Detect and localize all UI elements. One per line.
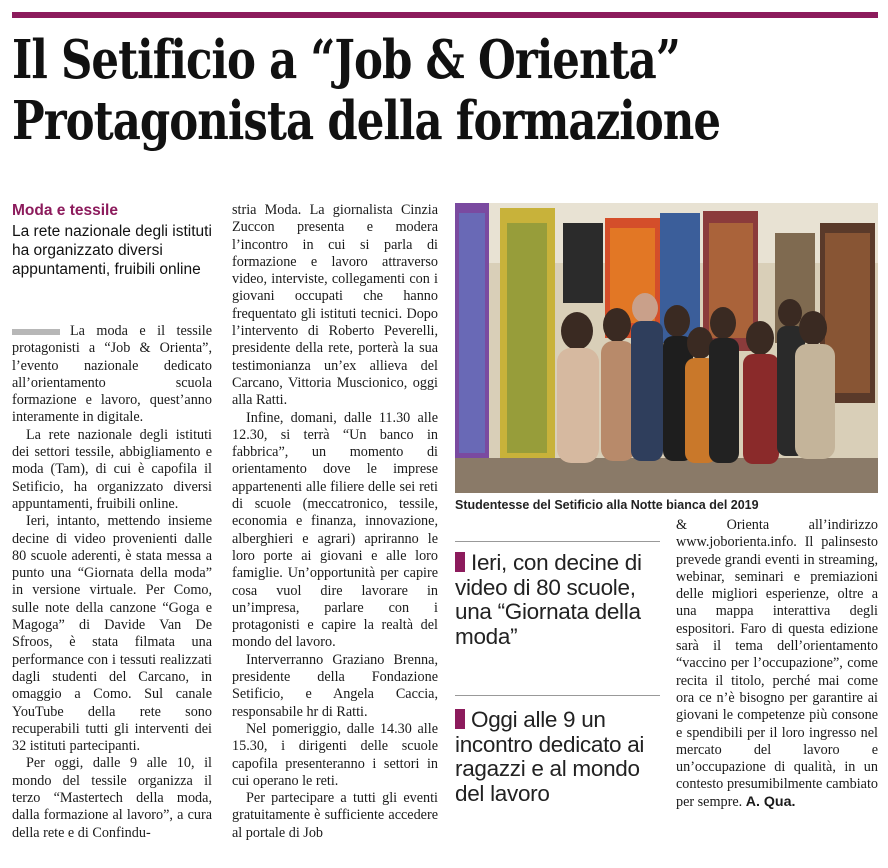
article-paragraph: Per partecipare a tutti gli eventi gratuitamente è sufficiente accedere al portale di Job bbox=[232, 790, 438, 841]
article-photo bbox=[455, 203, 878, 493]
article-paragraph: La moda e il tessile protagonisti a “Job & Orienta”, l’evento nazionale dedicato all’orientamento scuola formazione e lavoro, quest’anno interamente in digitale. bbox=[12, 323, 212, 426]
pullquote-divider-middle bbox=[455, 695, 660, 696]
headline-line-1: Il Setificio a “Job & Orienta” bbox=[12, 29, 680, 91]
subheadline: La rete nazionale degli istituti ha organizzato diversi appuntamenti, fruibili online bbox=[12, 223, 212, 278]
article-column-4 bbox=[676, 517, 878, 811]
headline-line-2: Protagonista della formazione bbox=[12, 90, 721, 152]
article-column-2 bbox=[232, 202, 438, 842]
pullquote-divider-top bbox=[455, 541, 660, 542]
top-accent-bar bbox=[12, 12, 878, 18]
article-paragraph: Interverranno Graziano Brenna, presidente della Fondazione Setificio, e Angela Caccia, responsabile hr di Ratti. bbox=[232, 651, 438, 720]
article-paragraph: & Orienta all’indirizzo www.joborienta.info. Il palinsesto prevede grandi eventi in streaming, webinar, seminari e premiazioni delle migliori esperienze, oltre a una mappa interattiva degli espositori. Faro di questa edizione sarà il tema dell’orientamento “vaccino per l’occupazione”, come recita il titolo, perché mai come ora ce n’è bisogno per garantire ai giovani le competenze più consone e spendibili per il loro ingresso nel mercato del lavoro e un’occupazione di qualità, in un contesto presumibilmente cambiato per sempre. A. Qua. bbox=[676, 517, 878, 810]
photo-illustration bbox=[455, 203, 878, 493]
author-signature: A. Qua. bbox=[745, 793, 796, 810]
pullquote-2: Oggi alle 9 un incontro dedicato ai ragazzi e al mondo del lavoro bbox=[455, 707, 645, 806]
kicker: Moda e tessile bbox=[12, 202, 118, 219]
pullquote-1: Ieri, con decine di video di 80 scuole, una “Giornata della moda” bbox=[455, 550, 642, 649]
headline bbox=[12, 30, 873, 152]
article-paragraph: stria Moda. La giornalista Cinzia Zuccon presenta e modera l’incontro in cui si parla di formazione e lavoro attraverso video, interviste, collegamenti con i giovani occupati che hanno frequentato gli istituti tecnici. Dopo l’intervento di Roberto Peverelli, presidente della rete, porterà la sua testimonianza un’ex allieva del Carcano, Vittoria Muscionico, oggi alla Ratti. bbox=[232, 202, 438, 409]
pullquote-marker bbox=[455, 709, 465, 729]
pullquote-marker bbox=[455, 552, 465, 572]
article-paragraph: Per oggi, dalle 9 alle 10, il mondo del tessile organizza il terzo “Mastertech della moda, dalla formazione al lavoro”, a cura della rete e di Confindu- bbox=[12, 755, 212, 841]
article-paragraph: La rete nazionale degli istituti dei settori tessile, abbigliamento e moda (Tam), di cui è capofila il Setificio, ha organizzato diversi appuntamenti, fruibili online. bbox=[12, 426, 212, 512]
article-paragraph: Ieri, intanto, mettendo insieme decine di video provenienti dalle 80 scuole aderenti, è stata messa a punto una “Giornata della moda” in versione virtuale. Per Como, sulle note della canzone “Goga e Magoga” di Davide Van De Sfroos, è stata filmata una performance con i tessuti realizzati dagli studenti del Carcano, in omaggio a Como. Sul canale YouTube della rete sono recuperabili tutti gli interventi dei 32 istituti partecipanti. bbox=[12, 513, 212, 755]
article-column-1 bbox=[12, 323, 212, 842]
article-paragraph: Infine, domani, dalle 11.30 alle 12.30, si terrà “Un banco in fabbrica”, un momento di orientamento dove le imprese appartenenti alle filiere delle sei reti di scuole (meccatronico, tessile, economia e finanza, innovazione, alberghieri e agrari) apriranno le loro porte ai giovani e alle loro famiglie. Un’opportunità per capire cosa vuol dire lavorare in un’impresa, parlare con i protagonisti e capire la realtà del mondo del lavoro. bbox=[232, 409, 438, 651]
photo-caption: Studentesse del Setificio alla Notte bianca del 2019 bbox=[455, 498, 759, 512]
article-paragraph: Nel pomeriggio, dalle 14.30 alle 15.30, i dirigenti delle scuole capofila presenteranno i settori in cui operano le reti. bbox=[232, 720, 438, 789]
lead-bar bbox=[12, 329, 60, 335]
